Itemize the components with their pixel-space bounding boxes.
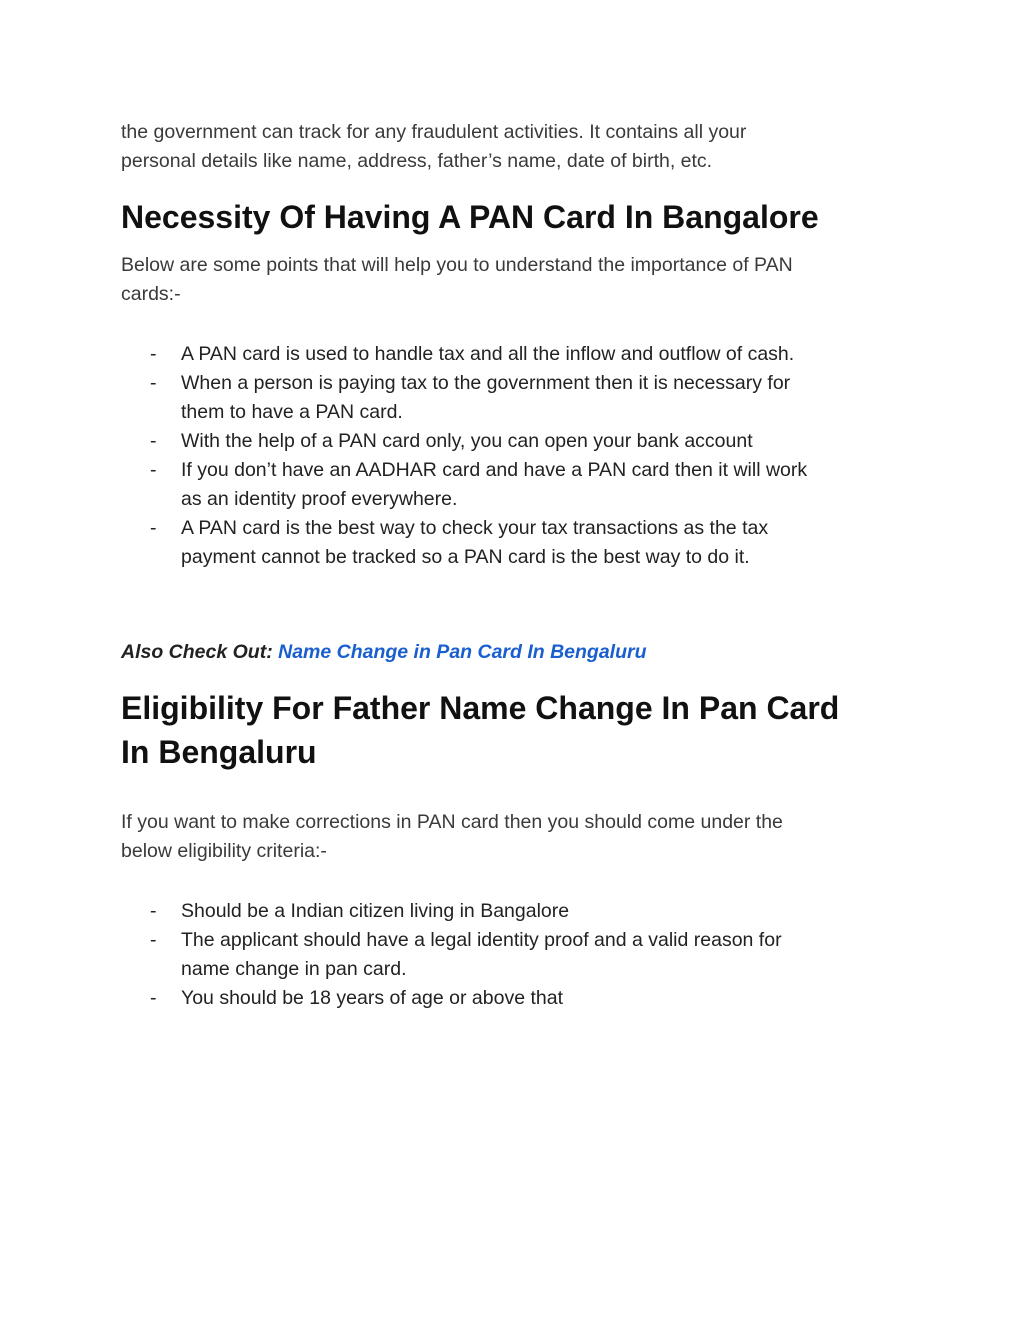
list-item-text: A PAN card is the best way to check your tax transactions as the tax — [181, 517, 769, 539]
list-item-text: When a person is paying tax to the government then it is necessary for — [181, 372, 791, 394]
bullet-dash: - — [150, 929, 157, 951]
list-item — [121, 340, 891, 369]
list-item — [121, 514, 891, 572]
also-check-out — [121, 638, 891, 667]
list-item — [121, 427, 891, 456]
section1-intro-line: Below are some points that will help you to understand the importance of PAN — [121, 254, 793, 276]
bullet-dash: - — [150, 459, 157, 481]
section2-intro — [121, 808, 891, 866]
list-item-text: If you don’t have an AADHAR card and have a PAN card then it will work — [181, 459, 808, 481]
eligibility-list — [121, 897, 891, 1013]
list-item-text: With the help of a PAN card only, you can open your bank account — [181, 430, 753, 452]
section-heading-eligibility — [121, 686, 891, 774]
list-item — [121, 926, 891, 984]
list-item — [121, 369, 891, 427]
section2-intro-line: If you want to make corrections in PAN card then you should come under the — [121, 811, 783, 833]
section-heading-necessity: Necessity Of Having A PAN Card In Bangalore — [121, 199, 819, 235]
list-item-text: them to have a PAN card. — [181, 401, 403, 423]
document-page — [121, 118, 891, 1013]
list-item-text: You should be 18 years of age or above that — [181, 987, 563, 1009]
list-item-text: as an identity proof everywhere. — [181, 488, 458, 510]
list-item-text: name change in pan card. — [181, 958, 407, 980]
name-change-link[interactable]: Name Change in Pan Card In Bengaluru — [278, 641, 647, 663]
bullet-dash: - — [150, 517, 157, 539]
list-item — [121, 456, 891, 514]
intro-line: the government can track for any fraudulent activities. It contains all your — [121, 121, 747, 143]
section2-intro-line: below eligibility criteria:- — [121, 840, 327, 862]
list-item-text: A PAN card is used to handle tax and all the inflow and outflow of cash. — [181, 343, 795, 365]
eligibility-heading-line: In Bengaluru — [121, 734, 317, 770]
bullet-dash: - — [150, 987, 157, 1009]
intro-line: personal details like name, address, father’s name, date of birth, etc. — [121, 150, 713, 172]
bullet-dash: - — [150, 430, 157, 452]
list-item — [121, 897, 891, 926]
list-item-text: Should be a Indian citizen living in Bangalore — [181, 900, 570, 922]
bullet-dash: - — [150, 900, 157, 922]
intro-paragraph — [121, 118, 891, 176]
also-check-out-label: Also Check Out: — [121, 641, 279, 663]
section1-intro — [121, 251, 891, 309]
necessity-list — [121, 340, 891, 572]
eligibility-heading-line: Eligibility For Father Name Change In Pan Card — [121, 690, 840, 726]
section1-intro-line: cards:- — [121, 283, 181, 305]
bullet-dash: - — [150, 372, 157, 394]
list-item-text: The applicant should have a legal identity proof and a valid reason for — [181, 929, 782, 951]
bullet-dash: - — [150, 343, 157, 365]
list-item — [121, 984, 891, 1013]
list-item-text: payment cannot be tracked so a PAN card is the best way to do it. — [181, 546, 750, 568]
